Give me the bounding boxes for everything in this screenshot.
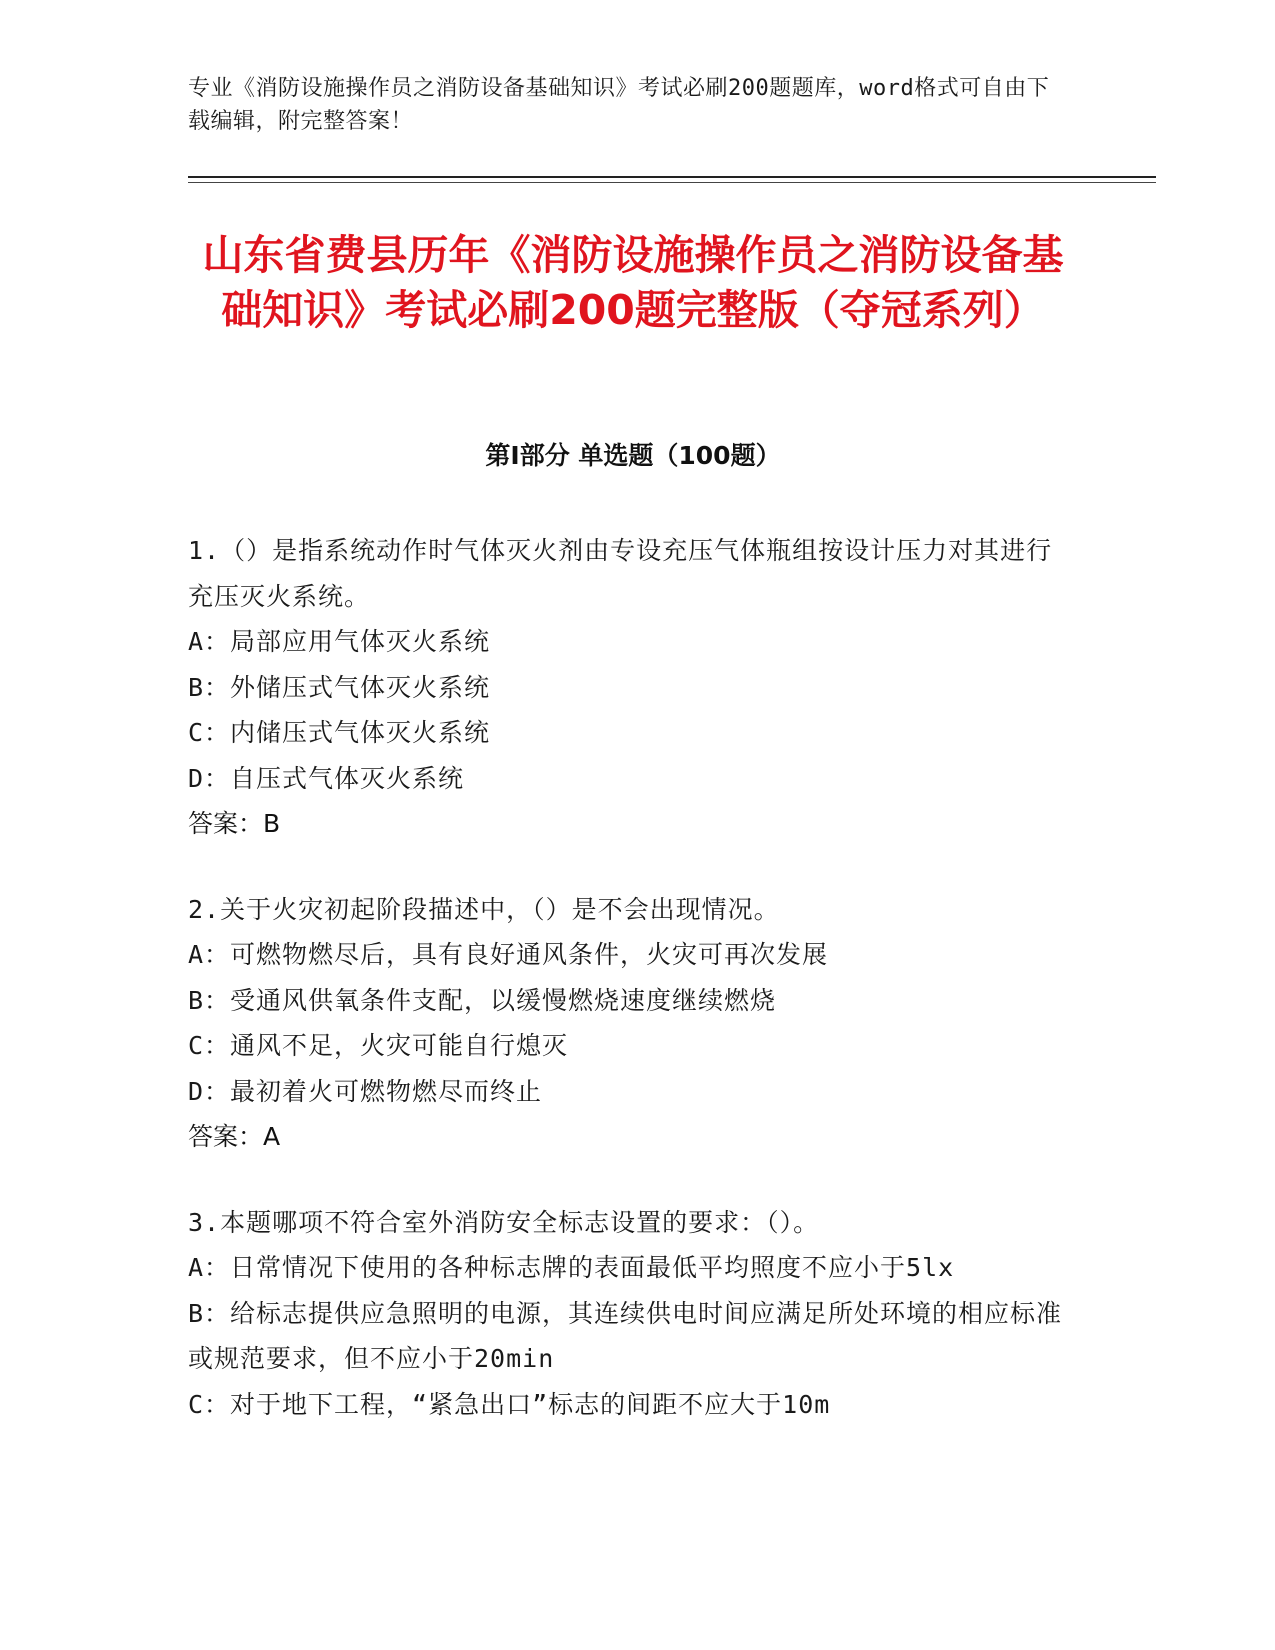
- question-3: [188, 1200, 1078, 1428]
- option-a: A：日常情况下使用的各种标志牌的表面最低平均照度不应小于5lx: [188, 1253, 955, 1282]
- question-stem: 2.关于火灾初起阶段描述中，（）是不会出现情况。: [188, 894, 780, 924]
- option-b: B：外储压式气体灭火系统: [188, 672, 491, 702]
- option-d: D：自压式气体灭火系统: [188, 763, 465, 793]
- header-divider-thin: [188, 182, 1156, 183]
- document-title: 山东省费县历年《消防设施操作员之消防设备基础知识》考试必刷200题完整版（夺冠系列）: [202, 231, 1064, 334]
- header-note: 专业《消防设施操作员之消防设备基础知识》考试必刷200题题库，word格式可自由下载编辑，附完整答案！: [188, 76, 1050, 134]
- question-2: [188, 887, 1078, 1160]
- option-c: C：通风不足，火灾可能自行熄灭: [188, 1031, 569, 1060]
- option-d: D：最初着火可燃物燃尽而终止: [188, 1076, 543, 1106]
- option-a: A：可燃物燃尽后，具有良好通风条件，火灾可再次发展: [188, 940, 829, 969]
- option-c: C：对于地下工程，“紧急出口”标志的间距不应大于10m: [188, 1389, 831, 1419]
- question-stem: 3.本题哪项不符合室外消防安全标志设置的要求：（）。: [188, 1207, 820, 1237]
- question-stem: 1.（）是指系统动作时气体灭火剂由专设充压气体瓶组按设计压力对其进行充压灭火系统。: [188, 536, 1053, 611]
- answer: 答案：B: [188, 809, 281, 838]
- option-b: B：给标志提供应急照明的电源，其连续供电时间应满足所处环境的相应标准或规范要求，但不应小于20min: [188, 1298, 1063, 1373]
- question-list: [188, 528, 1078, 1467]
- option-a: A：局部应用气体灭火系统: [188, 627, 491, 656]
- option-c: C：内储压式气体灭火系统: [188, 718, 491, 747]
- answer: 答案：A: [188, 1122, 281, 1151]
- header-divider-thick: [188, 176, 1156, 178]
- question-1: [188, 528, 1078, 847]
- section-heading: 第I部分 单选题（100题）: [485, 441, 781, 470]
- option-b: B：受通风供氧条件支配，以缓慢燃烧速度继续燃烧: [188, 985, 777, 1015]
